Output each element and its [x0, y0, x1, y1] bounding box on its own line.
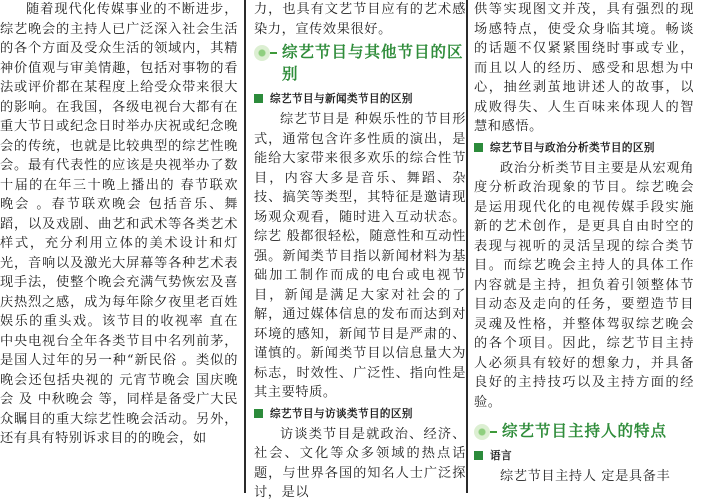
text-column-3 [474, 0, 694, 487]
column-divider-left [244, 0, 246, 493]
text-column-1 [0, 0, 238, 449]
subsection-title: 综艺节目与访谈类节目的区别 [270, 407, 413, 420]
body-paragraph: 供等实现图文并茂，具有强烈的现场感特点，使受众身临其境。畅谈的话题不仅紧紧围绕时事或专业，而且以人的经历、感受和思想为中心，抽丝剥茧地讲述人的故事，以成败得失、人生百味来体现人的智慧和感悟。 [474, 2, 694, 134]
subsection-heading [254, 406, 466, 423]
body-paragraph: 综艺节目主持人 定是具备丰 [500, 469, 671, 484]
subsection-heading [254, 91, 466, 108]
section-heading [254, 41, 466, 85]
green-square-icon [474, 451, 483, 460]
subsection-title: 综艺节目与新闻类节目的区别 [270, 93, 413, 105]
body-paragraph: 政治分析类节目主要是从宏观角度分析政治现象的节目。综艺晚会是运用现代化的电视传媒手段实施新的艺术创作，是更具自由时空的表现与视听的灵活呈现的综合类节目。而综艺晚会主持人的具体工作内容就是主持，担负着引领整体节目动态及走向的任务，要塑造节目灵魂及性格，并整体驾驭综艺晚会的各个项目。因此，综艺节目主持人必须具有较好的想象力，并具备良好的主持技巧以及主持方面的经验。 [474, 160, 694, 410]
section-title: 综艺节目主持人的特点 [502, 422, 668, 440]
section-bullet-icon [474, 424, 490, 440]
section-title: 综艺节目与其他节目的区别 [282, 43, 464, 83]
text-column-2 [254, 0, 466, 503]
body-paragraph: 随着现代化传媒事业的不断进步，综艺晚会的主持人已广泛深入社会生活的各个方面及受众生活的领域内，其精神价值观与审美情趣，包括对事物的看法或评价都在某程度上给受众带来很大的影响。在我国，各级电视台大都有在重大节日或纪念日时举办庆祝或纪念晚会的传统，也就是比较典型的综艺性晚会。最有代表性的应该是央视举办了数十届的在年三十晚上播出的 春节联欢晚会 。春节联欢晚会 包括音乐、舞蹈，以及戏剧、曲艺和武术等各类艺术样式，充分利用立体的美术设计和灯光，音响以及激光大屏幕等各种艺术表现手法，使整个晚会充满气势恢宏及喜庆热烈之感，成为每年除夕夜里老百姓娱乐的重头戏。该节目的收视率 直在中央电视台全年各类节目中名列前茅，是国人过年的另一种“新民俗 。类似的晚会还包括央视的 元宵节晚会 国庆晚会 及 中秋晚会 等，同样是备受广大民众瞩目的重大综艺性晚会活动。另外，还有具有特别诉求目的的晚会，如 [0, 2, 238, 446]
body-paragraph: 访谈类节目是就政治、经济、社会、文化等众多领域的热点话题，与世界各国的知名人士广泛探讨，是以 [254, 426, 466, 500]
subsection-title: 语言 [490, 450, 512, 462]
section-bullet-icon [254, 45, 270, 61]
subsection-heading [474, 140, 694, 157]
subsection-title: 综艺节目与政治分析类节目的区别 [490, 141, 655, 154]
section-heading [474, 420, 694, 442]
green-square-icon [474, 143, 483, 152]
green-square-icon [254, 94, 263, 103]
column-divider-right [466, 0, 468, 493]
subsection-heading [474, 448, 694, 465]
body-paragraph: 力，也具有文艺节目应有的艺术感染力，宣传效果很好。 [254, 2, 466, 37]
body-paragraph: 综艺节目是 种娱乐性的节目形式，通常包含许多性质的演出，是能给大家带来很多欢乐的综合性节目，内容大多是音乐、舞蹈、杂技、搞笑等类型，其特征是邀请现场观众观看，随时进入互动状态。综艺 般都很轻松，随意性和互动性强。新闻类节目指以新闻材料为基础加工制作而成的电台或电视节目，新闻是满足大家对社会的了解，通过媒体信息的发布而达到对环境的感知，新闻节目是严肃的、谨慎的。新闻类节目以信息量大为标志，时效性、广泛性、指向性是其主要特质。 [254, 112, 466, 400]
green-square-icon [254, 409, 263, 418]
